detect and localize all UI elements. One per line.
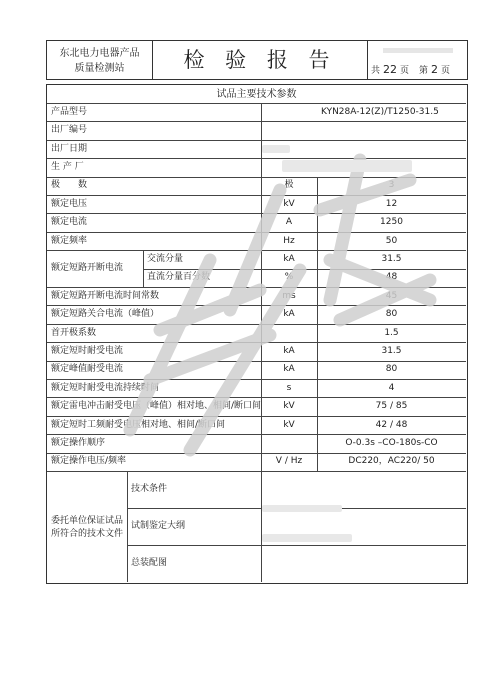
param-label: 额定操作电压/频率 bbox=[51, 456, 127, 467]
row-divider bbox=[47, 250, 466, 251]
param-label: 额定电压 bbox=[51, 198, 88, 209]
column-divider bbox=[261, 232, 262, 250]
param-unit: 极 bbox=[284, 180, 294, 191]
page-current: 2 bbox=[431, 63, 439, 76]
param-unit: kA bbox=[283, 345, 295, 356]
param-label: 额定峰值耐受电流 bbox=[51, 364, 124, 375]
column-divider bbox=[261, 361, 262, 379]
column-divider bbox=[317, 232, 318, 250]
page-info bbox=[367, 41, 467, 79]
row-divider bbox=[47, 103, 466, 104]
section-title: 试品主要技术参数 bbox=[216, 89, 297, 100]
column-divider bbox=[261, 397, 262, 415]
column-divider bbox=[317, 453, 318, 471]
param-label: 额定短时耐受电流持续时间 bbox=[51, 382, 160, 393]
param-value: 31.5 bbox=[381, 253, 402, 264]
param-label: 额定操作顺序 bbox=[51, 437, 106, 448]
param-unit: ms bbox=[282, 290, 296, 301]
param-unit: V / Hz bbox=[275, 456, 303, 467]
param-unit: kV bbox=[283, 401, 295, 412]
org-line-2: 质量检测站 bbox=[74, 63, 125, 74]
param-unit: s bbox=[286, 382, 292, 393]
param-value: 80 bbox=[385, 364, 398, 375]
row-divider bbox=[47, 416, 466, 417]
param-label: 出厂编号 bbox=[51, 125, 88, 136]
param-label: 额定短路关合电流（峰值） bbox=[51, 309, 160, 320]
redacted-manufacturer bbox=[282, 160, 412, 172]
param-value: 1.5 bbox=[384, 327, 399, 338]
page-current-suffix: 页 bbox=[441, 66, 451, 76]
column-divider bbox=[317, 324, 318, 342]
report-title: 检 验 报 告 bbox=[153, 41, 368, 79]
row-divider bbox=[47, 361, 466, 362]
column-divider bbox=[317, 213, 318, 231]
page-total: 22 bbox=[383, 63, 398, 76]
column-divider bbox=[261, 287, 262, 305]
param-value: 80 bbox=[385, 309, 398, 320]
row-divider bbox=[47, 213, 466, 214]
param-value: 12 bbox=[385, 198, 398, 209]
redacted-report-number bbox=[383, 48, 453, 53]
page-count bbox=[371, 63, 450, 76]
column-divider bbox=[317, 287, 318, 305]
column-divider bbox=[317, 434, 318, 452]
client-documents-label-line-1: 委托单位保证试品 bbox=[50, 515, 123, 526]
column-divider bbox=[261, 471, 262, 582]
param-value: 42 / 48 bbox=[375, 419, 408, 430]
param-label: 首开极系数 bbox=[51, 327, 97, 338]
param-label: 额定频率 bbox=[51, 235, 88, 246]
param-value: 1250 bbox=[380, 217, 403, 228]
param-label: 额定短时耐受电流 bbox=[51, 345, 124, 356]
row-divider bbox=[47, 195, 466, 196]
redacted-test-outline bbox=[262, 534, 352, 542]
param-label: 出厂日期 bbox=[51, 143, 88, 154]
row-divider bbox=[47, 342, 466, 343]
param-label: 额定电流 bbox=[51, 217, 88, 228]
param-value: 48 bbox=[385, 272, 398, 283]
param-unit: kA bbox=[283, 253, 295, 264]
param-unit: A bbox=[285, 217, 293, 228]
row-divider bbox=[47, 121, 466, 122]
row-divider bbox=[47, 471, 466, 472]
param-value: 45 bbox=[385, 290, 398, 301]
row-divider bbox=[47, 324, 466, 325]
param-sub-label: 交流分量 bbox=[147, 253, 184, 264]
param-value: 50 bbox=[385, 235, 398, 246]
column-divider bbox=[261, 250, 262, 287]
row-divider bbox=[143, 269, 466, 270]
param-label: 极 数 bbox=[51, 180, 88, 191]
param-sub-label: 直流分量百分数 bbox=[147, 272, 211, 283]
column-divider bbox=[261, 305, 262, 323]
column-divider bbox=[261, 453, 262, 471]
column-divider bbox=[143, 250, 144, 287]
redacted-date bbox=[262, 145, 290, 153]
row-divider bbox=[47, 379, 466, 380]
client-document-item: 技术条件 bbox=[131, 484, 168, 494]
param-value: 75 / 85 bbox=[375, 401, 408, 412]
row-divider bbox=[47, 305, 466, 306]
column-divider bbox=[317, 305, 318, 323]
client-documents-label-line-2: 所符合的技术文件 bbox=[50, 528, 123, 539]
param-value: KYN28A-12(Z)/T1250-31.5 bbox=[321, 106, 439, 117]
column-divider bbox=[317, 361, 318, 379]
column-divider bbox=[261, 324, 262, 342]
column-divider bbox=[261, 121, 262, 139]
column-divider bbox=[261, 434, 262, 452]
client-documents-label bbox=[47, 515, 127, 541]
row-divider bbox=[47, 453, 466, 454]
param-value: 31.5 bbox=[381, 345, 402, 356]
page-total-suffix: 页 bbox=[400, 66, 410, 76]
param-unit: kA bbox=[283, 309, 295, 320]
row-divider bbox=[47, 232, 466, 233]
param-label: 额定短路开断电流 bbox=[51, 263, 124, 274]
column-divider bbox=[317, 250, 318, 287]
column-divider bbox=[261, 158, 262, 176]
param-unit: Hz bbox=[283, 235, 295, 246]
technical-parameters-table bbox=[46, 84, 468, 584]
column-divider bbox=[317, 379, 318, 397]
row-divider bbox=[47, 287, 466, 288]
param-label: 额定短路开断电流时间常数 bbox=[51, 290, 160, 301]
param-unit: % bbox=[284, 272, 294, 283]
param-label: 生 产 厂 bbox=[51, 161, 84, 172]
param-value: DC220，AC220/ 50 bbox=[348, 456, 435, 467]
column-divider bbox=[317, 177, 318, 195]
param-label: 额定雷电冲击耐受电压（峰值）相对地、相间/断口间 bbox=[51, 401, 262, 412]
report-header bbox=[46, 40, 468, 80]
row-divider bbox=[47, 397, 466, 398]
redacted-tech-spec bbox=[262, 505, 342, 512]
param-value: O-0.3s –CO-180s-CO bbox=[345, 437, 438, 448]
param-label: 产品型号 bbox=[51, 106, 88, 117]
page-total-prefix: 共 bbox=[371, 66, 381, 76]
column-divider bbox=[261, 342, 262, 360]
column-divider bbox=[317, 342, 318, 360]
param-value: 3 bbox=[388, 180, 395, 191]
column-divider bbox=[261, 416, 262, 434]
param-unit: kA bbox=[283, 364, 295, 375]
column-divider bbox=[317, 397, 318, 415]
column-divider bbox=[261, 177, 262, 195]
row-divider bbox=[47, 177, 466, 178]
param-unit: kV bbox=[283, 419, 295, 430]
column-divider bbox=[317, 195, 318, 213]
param-unit: kV bbox=[283, 198, 295, 209]
row-divider bbox=[127, 545, 466, 546]
column-divider bbox=[261, 195, 262, 213]
page-current-prefix: 第 bbox=[419, 66, 429, 76]
param-label: 额定短时工频耐受电压相对地、相间/断口间 bbox=[51, 419, 226, 430]
column-divider bbox=[261, 213, 262, 231]
param-value: 4 bbox=[388, 382, 395, 393]
client-document-item: 总装配图 bbox=[131, 558, 168, 568]
org-line-1: 东北电力电器产品 bbox=[59, 48, 140, 59]
row-divider bbox=[47, 140, 466, 141]
row-divider bbox=[47, 434, 466, 435]
client-document-item: 试制鉴定大纲 bbox=[131, 521, 186, 531]
column-divider bbox=[317, 416, 318, 434]
column-divider bbox=[261, 379, 262, 397]
issuing-organization bbox=[47, 41, 153, 79]
column-divider bbox=[261, 103, 262, 121]
